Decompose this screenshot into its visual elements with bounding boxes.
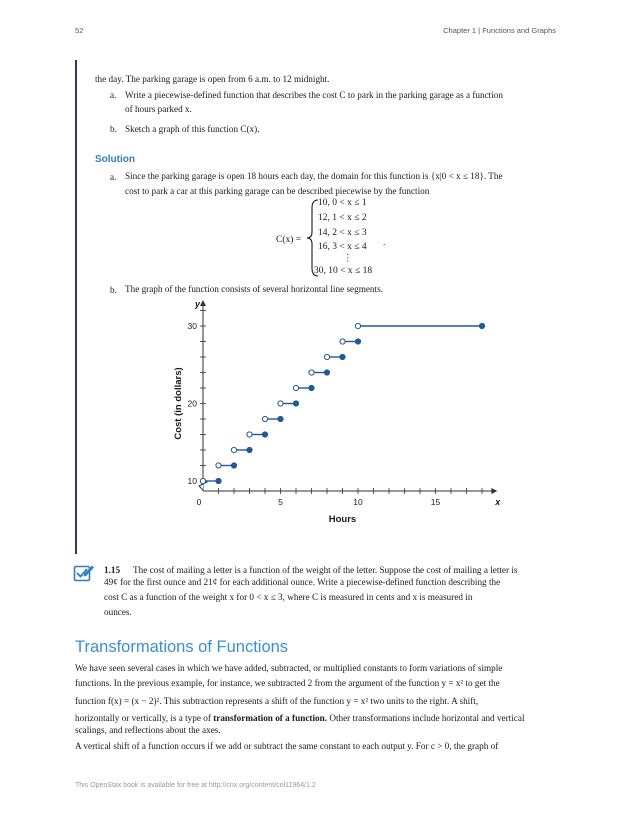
closed-endpoint <box>324 370 329 375</box>
para1-line3: function f(x) = (x − 2)². This subtraction represents a shift of the function y = x² two units to the right. A shift, <box>75 696 479 706</box>
para1-line5: scalings, and reflections about the axes. <box>75 725 221 735</box>
closed-endpoint <box>262 432 267 437</box>
para1-term-bold: transformation of a function. <box>213 713 328 723</box>
open-endpoint <box>309 370 314 375</box>
example-a-line2: of hours parked x. <box>125 104 192 114</box>
open-endpoint <box>231 447 236 452</box>
x-tick-label: 15 <box>430 497 441 507</box>
solution-a-line2: cost to park a car at this parking garage can be described piecewise by the function <box>125 186 430 196</box>
closed-endpoint <box>293 401 298 406</box>
closed-endpoint <box>231 463 236 468</box>
closed-endpoint <box>479 323 484 328</box>
solution-a-line1: Since the parking garage is open 18 hours each day, the domain for this function is {x|0 < x ≤ 18}. The <box>125 171 503 181</box>
para2-line1: A vertical shift of a function occurs if we add or subtract the same constant to each output y. For c > 0, the graph of <box>75 741 499 751</box>
example-a-marker: a. <box>110 90 117 100</box>
closed-endpoint <box>216 478 221 483</box>
solution-heading: Solution <box>95 154 135 165</box>
example-rule <box>75 60 77 554</box>
x-tick-label: 5 <box>278 497 283 507</box>
section-title: Transformations of Functions <box>75 638 289 656</box>
closed-endpoint <box>309 385 314 390</box>
solution-a-marker: a. <box>110 172 117 182</box>
exercise-line3: cost C as a function of the weight x for 0 < x ≤ 3, where C is measured in cents and x is measured in <box>104 592 473 602</box>
open-endpoint <box>340 339 345 344</box>
solution-b-text: The graph of the function consists of several horizontal line segments. <box>125 284 383 294</box>
open-endpoint <box>324 354 329 359</box>
piecewise-ellipsis: ⋮ <box>343 254 353 264</box>
y-axis-arrow <box>200 300 206 306</box>
y-tick-label: 10 <box>187 476 197 486</box>
checklist-pencil-icon <box>73 563 95 583</box>
open-endpoint <box>262 416 267 421</box>
exercise-line1: The cost of mailing a letter is a function of the weight of the letter. Suppose the cost of mailing a letter is <box>133 565 518 575</box>
piecewise-case-2: 12, 1 < x ≤ 2 <box>318 213 367 223</box>
x-axis-letter: x <box>495 497 501 507</box>
solution-b-marker: b. <box>110 285 117 295</box>
closed-endpoint <box>340 354 345 359</box>
piecewise-lhs: C(x) = <box>276 235 302 245</box>
footer-note: This OpenStax book is available for free at http://cnx.org/content/col11964/1.2 <box>75 782 316 789</box>
open-endpoint <box>278 401 283 406</box>
open-endpoint <box>355 323 360 328</box>
para1-line4-start: horizontally or vertically, is a type of <box>75 713 214 723</box>
example-b-marker: b. <box>110 124 117 134</box>
piecewise-case-4: 16, 3 < x ≤ 4 <box>318 242 367 252</box>
exercise-line2: 49¢ for the first ounce and 21¢ for each additional ounce. Write a piecewise-defined function describing the <box>104 577 501 587</box>
y-axis-letter: y <box>195 299 201 309</box>
x-tick-label: 10 <box>353 497 363 507</box>
x-axis-title: Hours <box>328 514 357 525</box>
page-number: 52 <box>75 26 84 35</box>
open-endpoint <box>216 463 221 468</box>
y-tick-label: 30 <box>187 321 197 331</box>
piecewise-period: . <box>383 238 386 248</box>
para1-line2: functions. In the previous example, for instance, we subtracted 2 from the argument of the function y = x² to get the <box>75 678 500 688</box>
x-axis-arrow <box>491 488 497 494</box>
closed-endpoint <box>355 339 360 344</box>
para1-line1: We have seen several cases in which we have added, subtracted, or multiplied constants to form variations of simple <box>75 663 503 673</box>
piecewise-case-3: 14, 2 < x ≤ 3 <box>318 228 367 238</box>
exercise-number: 1.15 <box>104 565 121 575</box>
y-axis-title: Cost (in dollars) <box>173 367 184 440</box>
para1-line4-end: Other transformations include horizontal and vertical <box>327 713 525 723</box>
chapter-title: Chapter 1 | Functions and Graphs <box>443 26 556 35</box>
piecewise-case-1: 10, 0 < x ≤ 1 <box>318 198 367 208</box>
example-b-text: Sketch a graph of this function C(x). <box>125 124 260 134</box>
closed-endpoint <box>247 447 252 452</box>
step-function-graph <box>160 295 510 535</box>
open-endpoint <box>200 478 205 483</box>
open-endpoint <box>293 385 298 390</box>
closed-endpoint <box>278 416 283 421</box>
exercise-line4: ounces. <box>104 607 132 617</box>
y-tick-label: 20 <box>187 398 197 409</box>
open-endpoint <box>247 432 252 437</box>
example-a-line1: Write a piecewise-defined function that describes the cost C to park in the parking garage as a function <box>125 90 503 100</box>
example-lead: the day. The parking garage is open from 6 a.m. to 12 midnight. <box>95 74 330 84</box>
piecewise-case-last: 30, 10 < x ≤ 18 <box>314 266 373 276</box>
origin-label: 0 <box>196 497 202 507</box>
